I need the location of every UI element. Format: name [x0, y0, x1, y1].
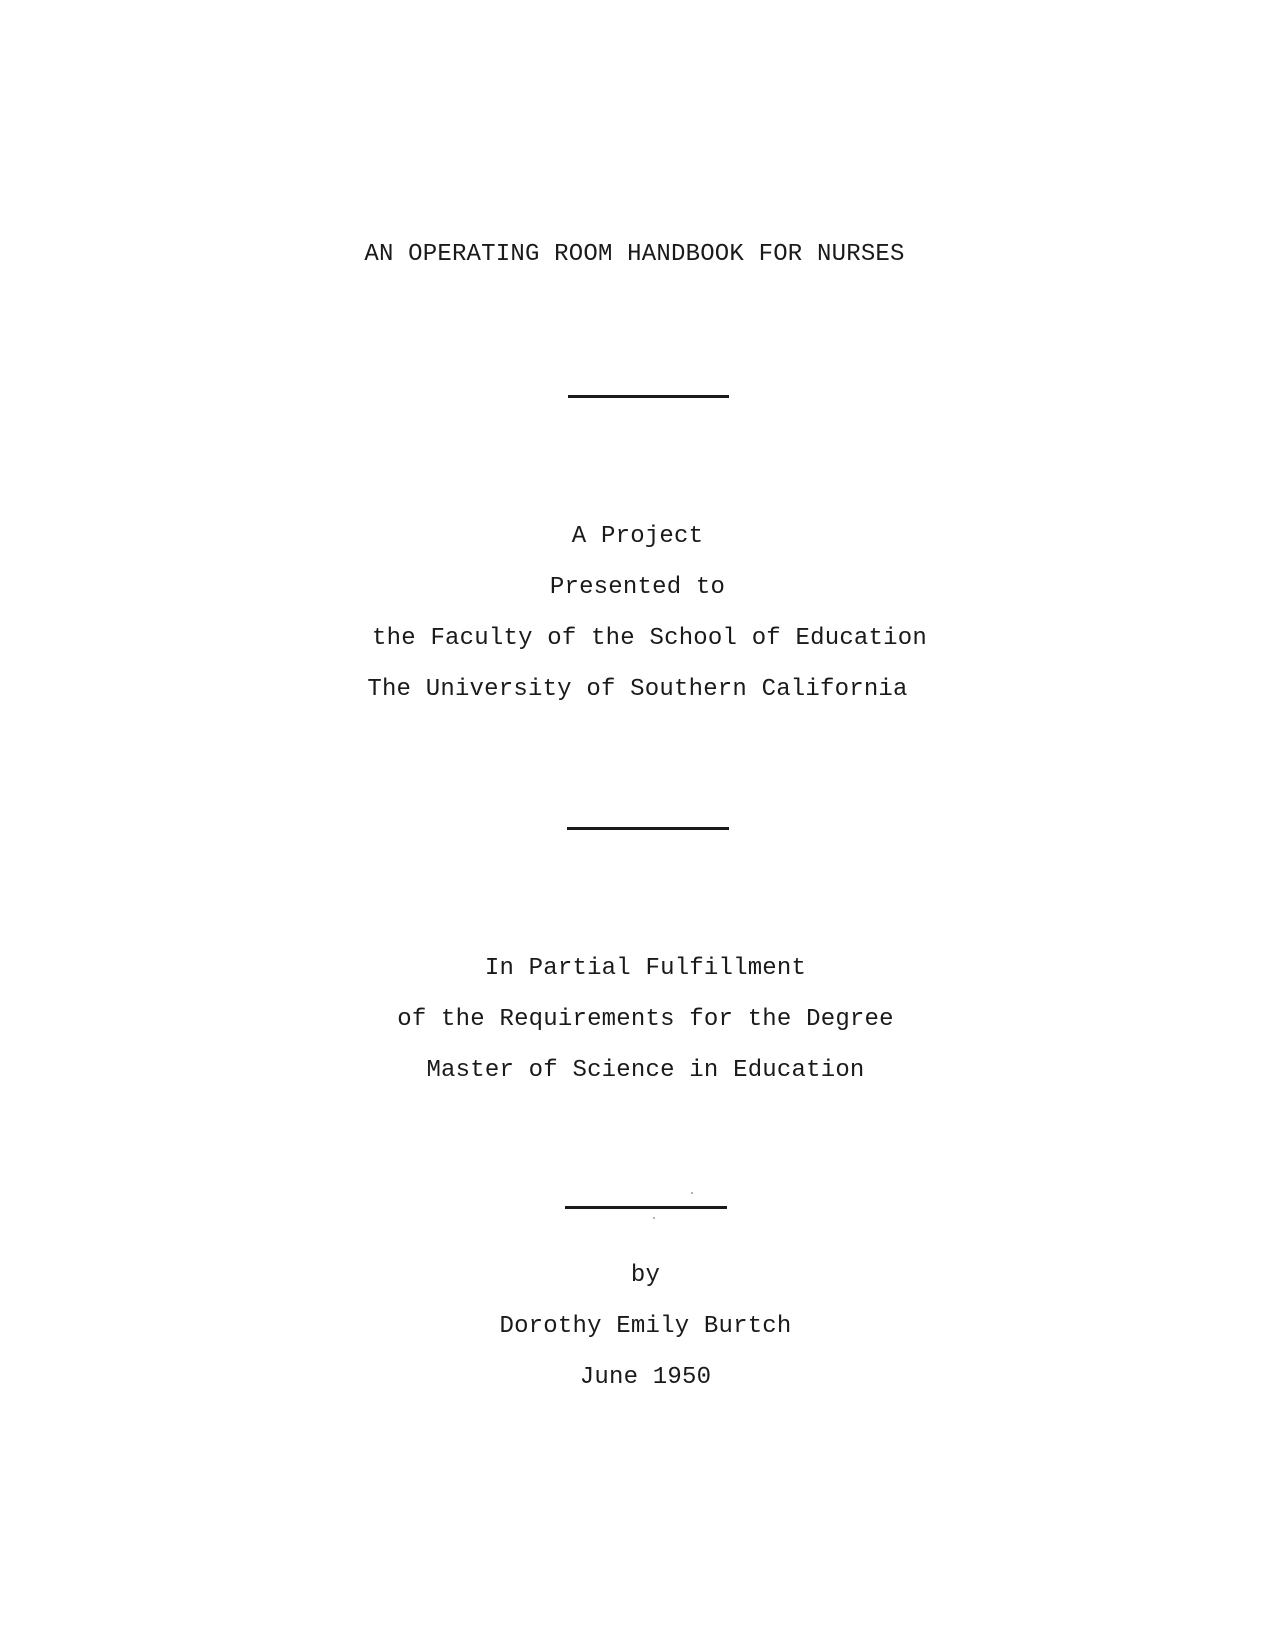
university-line: The University of Southern California	[367, 676, 908, 703]
author-name: Dorothy Emily Burtch	[499, 1313, 792, 1340]
by-line: by	[630, 1262, 661, 1289]
document-title: AN OPERATING ROOM HANDBOOK FOR NURSES	[364, 241, 905, 268]
divider-rule-1	[568, 395, 729, 398]
project-line: A Project	[571, 523, 704, 550]
presented-to-line: Presented to	[549, 574, 726, 601]
divider-rule-3	[565, 1206, 727, 1209]
paper-speck	[691, 1192, 693, 1194]
requirements-line: of the Requirements for the Degree	[397, 1006, 894, 1033]
degree-line: Master of Science in Education	[426, 1057, 865, 1084]
divider-rule-2	[567, 827, 729, 830]
submission-date: June 1950	[579, 1364, 712, 1391]
partial-fulfillment-line: In Partial Fulfillment	[484, 955, 807, 982]
faculty-line: the Faculty of the School of Education	[372, 625, 927, 652]
paper-speck	[653, 1217, 655, 1219]
